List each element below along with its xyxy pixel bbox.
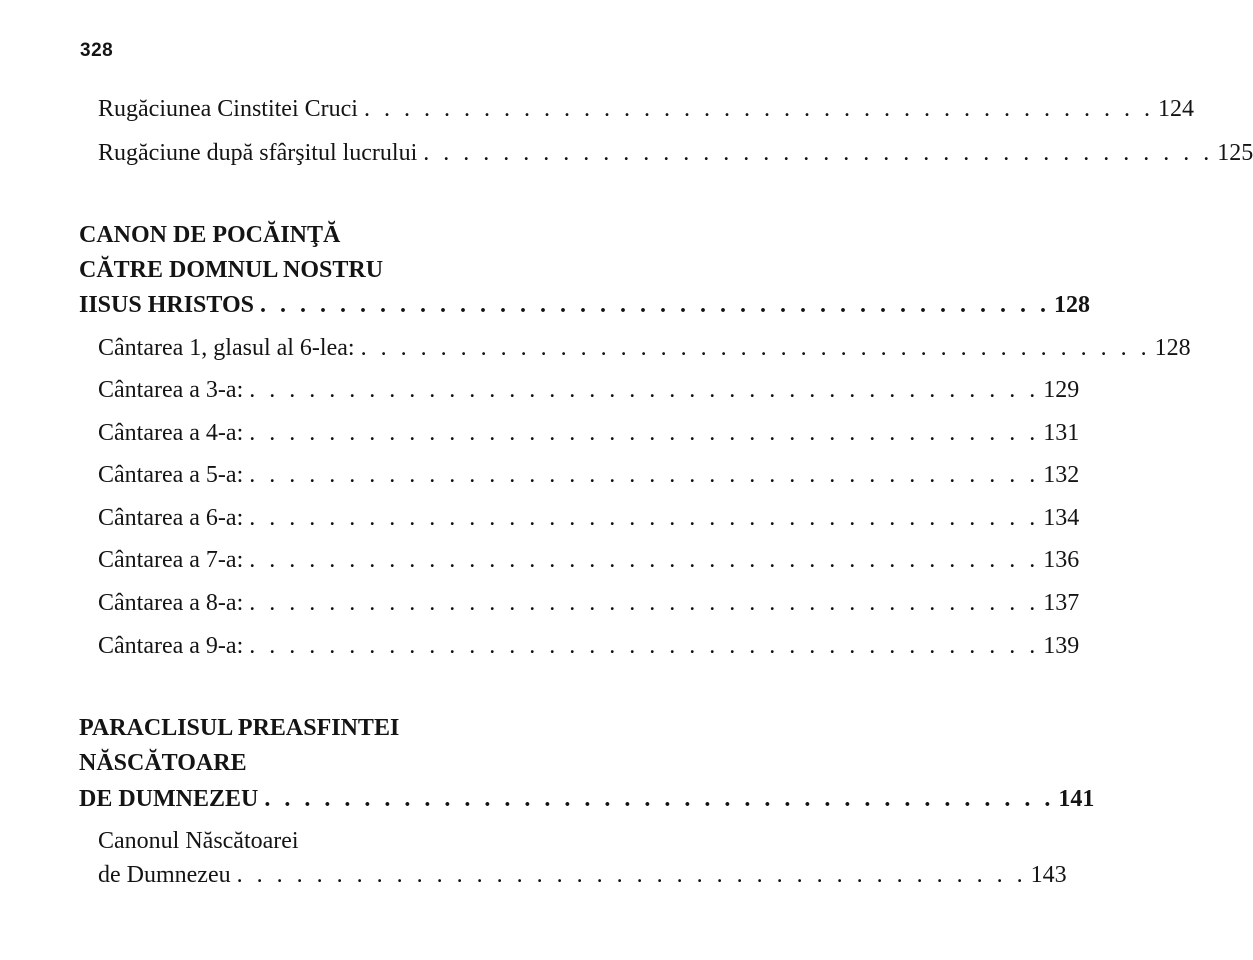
leader-dots: . . . . . . . . . . . . . . . . . . . . . . . . . . . . . . . . . . . . . . . . xyxy=(249,590,1040,616)
toc-entry-label: Rugăciunea Cinstitei Cruci xyxy=(98,96,358,122)
section-heading-label: DE DUMNEZEU xyxy=(79,786,259,812)
leader-dots: . . . . . . . . . . . . . . . . . . . . . . . . . . . . . . . . . . . . . . . . xyxy=(249,462,1040,488)
toc-entry[interactable] xyxy=(98,547,1080,574)
toc-entry-page: 132 xyxy=(1043,462,1080,488)
toc-entry-page: 136 xyxy=(1043,547,1080,573)
toc-entry-label-line1: Canonul Născătoarei xyxy=(98,828,299,854)
toc-entry-label: de Dumnezeu xyxy=(98,862,231,888)
section-heading-page: 128 xyxy=(1053,292,1090,318)
leader-dots: . . . . . . . . . . . . . . . . . . . . . . . . . . . . . . . . . . . . . . . . xyxy=(360,335,1151,361)
toc-entry-page: 139 xyxy=(1043,633,1080,659)
toc-entry-label: Cântarea a 6-a: xyxy=(98,505,244,531)
section-heading-label: IISUS HRISTOS xyxy=(79,292,254,318)
leader-dots: . . . . . . . . . . . . . . . . . . . . . . . . . . . . . . . . . . . . . . . . xyxy=(264,786,1055,812)
toc-entry[interactable] xyxy=(98,505,1080,532)
leader-dots: . . . . . . . . . . . . . . . . . . . . . . . . . . . . . . . . . . . . . . . . xyxy=(249,420,1040,446)
leader-dots: . . . . . . . . . . . . . . . . . . . . . . . . . . . . . . . . . . . . . . . . xyxy=(249,547,1040,573)
toc-entry[interactable] xyxy=(98,377,1080,404)
toc-entry[interactable] xyxy=(98,590,1080,617)
section-heading-line: CĂTRE DOMNUL NOSTRU xyxy=(79,257,384,283)
toc-entry-label: Cântarea a 7-a: xyxy=(98,547,244,573)
section-heading-line: PARACLISUL PREASFINTEI xyxy=(79,715,400,741)
toc-entry-label: Cântarea a 9-a: xyxy=(98,633,244,659)
toc-entry-page: 137 xyxy=(1043,590,1080,616)
toc-entry-label: Cântarea a 3-a: xyxy=(98,377,244,403)
section-heading-entry[interactable] xyxy=(79,786,1095,813)
leader-dots: . . . . . . . . . . . . . . . . . . . . . . . . . . . . . . . . . . . . . . . . xyxy=(236,862,1027,888)
toc-entry[interactable] xyxy=(98,96,1194,123)
leader-dots: . . . . . . . . . . . . . . . . . . . . . . . . . . . . . . . . . . . . . . . . xyxy=(249,377,1040,403)
toc-entry-page: 131 xyxy=(1043,420,1080,446)
leader-dots: . . . . . . . . . . . . . . . . . . . . . . . . . . . . . . . . . . . . . . . . xyxy=(259,292,1050,318)
toc-entry-page: 125 xyxy=(1217,140,1253,166)
leader-dots: . . . . . . . . . . . . . . . . . . . . . . . . . . . . . . . . . . . . . . . . xyxy=(423,140,1214,166)
toc-entry-label: Cântarea a 4-a: xyxy=(98,420,244,446)
toc-entry-page: 128 xyxy=(1154,335,1191,361)
toc-entry-label: Cântarea a 8-a: xyxy=(98,590,244,616)
toc-entry-label: Rugăciune după sfârşitul lucrului xyxy=(98,140,418,166)
toc-entry-label: Cântarea 1, glasul al 6-lea: xyxy=(98,335,355,361)
toc-entry[interactable] xyxy=(98,633,1080,660)
page-number: 328 xyxy=(80,40,114,61)
toc-entry-label: Cântarea a 5-a: xyxy=(98,462,244,488)
leader-dots: . . . . . . . . . . . . . . . . . . . . . . . . . . . . . . . . . . . . . . . . xyxy=(249,505,1040,531)
toc-entry-page: 143 xyxy=(1030,862,1067,888)
section-heading-entry[interactable] xyxy=(79,292,1090,319)
toc-entry-page: 124 xyxy=(1157,96,1194,122)
toc-entry[interactable] xyxy=(98,335,1191,362)
section-heading-line: NĂSCĂTOARE xyxy=(79,750,247,776)
toc-entry[interactable] xyxy=(98,462,1080,489)
toc-entry[interactable] xyxy=(98,862,1067,889)
leader-dots: . . . . . . . . . . . . . . . . . . . . . . . . . . . . . . . . . . . . . . . . xyxy=(363,96,1154,122)
toc-entry-page: 129 xyxy=(1043,377,1080,403)
section-heading-line: CANON DE POCĂINŢĂ xyxy=(79,222,341,248)
leader-dots: . . . . . . . . . . . . . . . . . . . . . . . . . . . . . . . . . . . . . . . . xyxy=(249,633,1040,659)
toc-entry[interactable] xyxy=(98,420,1080,447)
toc-entry-page: 134 xyxy=(1043,505,1080,531)
section-heading-page: 141 xyxy=(1058,786,1095,812)
toc-entry[interactable] xyxy=(98,140,1253,167)
